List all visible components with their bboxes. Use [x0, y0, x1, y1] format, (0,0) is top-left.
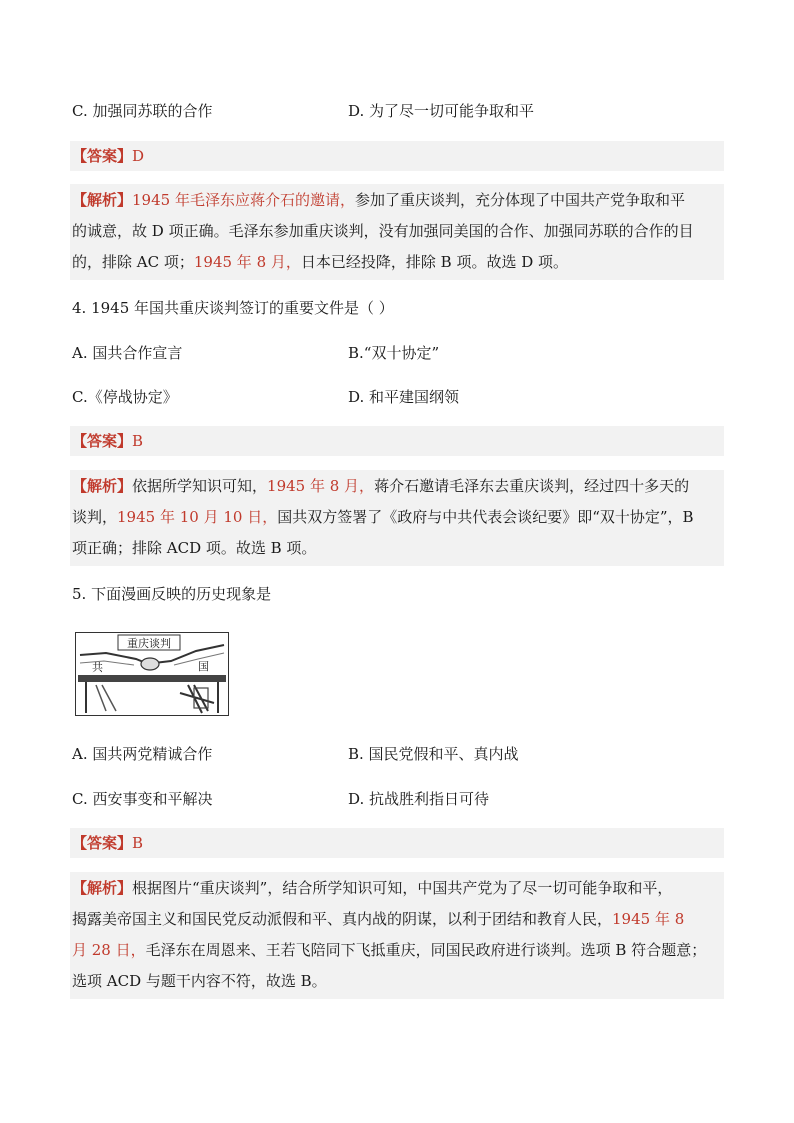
answer-tag: 【答案】 — [72, 147, 133, 165]
answer-value: D — [132, 147, 145, 165]
q4-explanation-box: 【解析】依据所学知识可知，1945 年 8 月，蒋介石邀请毛泽东去重庆谈判，经过四十多天的 谈判，1945 年 10 月 10 日，国共双方签署了《政府与中共代表会谈纪要》即“双十协定”，B 项正确；排除 ACD 项。故选 B 项。 — [70, 470, 724, 566]
hidden-weapon-left — [96, 685, 116, 711]
handshake — [141, 658, 159, 670]
answer-value: B — [132, 432, 144, 450]
q5-stem: 5. 下面漫画反映的历史现象是 — [72, 585, 272, 603]
q4-options-row-ab — [72, 340, 724, 366]
q4-option-b[interactable]: B.“双十协定” — [348, 344, 440, 362]
q4-option-c[interactable]: C.《停战协定》 — [72, 388, 178, 406]
explanation-tag: 【解析】 — [72, 879, 133, 897]
q5-explanation-box: 【解析】根据图片“重庆谈判”，结合所学知识可知，中国共产党为了尽一切可能争取和平， 揭露美帝国主义和国民党反动派假和平、真内战的阴谋，以利于团结和教育人民，1945 年 8 月 28 日，毛泽东在周恩来、王若飞陪同下飞抵重庆，同国民政府进行谈判。选项 B 符合题意； 选项 ACD 与题干内容不符，故选 B。 — [70, 872, 724, 999]
q4-option-d[interactable]: D. 和平建国纲领 — [348, 388, 460, 406]
q4-option-a[interactable]: A. 国共合作宣言 — [72, 344, 183, 362]
answer-tag: 【答案】 — [72, 834, 133, 852]
q3-option-c[interactable]: C. 加强同苏联的合作 — [72, 102, 213, 120]
q4-options-row-cd — [72, 384, 724, 410]
hidden-weapon-right — [180, 685, 214, 713]
q5-option-a[interactable]: A. 国共两党精诚合作 — [72, 745, 213, 763]
q5-answer-box — [70, 828, 724, 858]
left-arm — [80, 653, 146, 663]
answer-value: B — [132, 834, 144, 852]
answer-tag: 【答案】 — [72, 432, 133, 450]
q4-answer-box — [70, 426, 724, 456]
cartoon-title: 重庆谈判 — [127, 637, 171, 650]
q4-stem: 4. 1945 年国共重庆谈判签订的重要文件是（ ） — [72, 299, 394, 317]
cartoon-table-top — [78, 675, 226, 682]
cartoon-right-label: 国 — [198, 660, 209, 673]
cartoon-drawing — [76, 633, 228, 715]
explanation-tag: 【解析】 — [72, 191, 133, 209]
left-sleeve — [80, 661, 134, 665]
q3-options-row-cd — [72, 98, 724, 124]
q5-option-d[interactable]: D. 抗战胜利指日可待 — [348, 790, 490, 808]
explanation-tag: 【解析】 — [72, 477, 133, 495]
q5-cartoon-image — [75, 632, 229, 716]
q5-options-row-cd — [72, 786, 724, 812]
q3-answer-box — [70, 141, 724, 171]
q5-options-row-ab — [72, 741, 724, 767]
q5-option-b[interactable]: B. 国民党假和平、真内战 — [348, 745, 519, 763]
q5-option-c[interactable]: C. 西安事变和平解决 — [72, 790, 213, 808]
q3-option-d[interactable]: D. 为了尽一切可能争取和平 — [348, 102, 535, 120]
q3-explanation-box: 【解析】1945 年毛泽东应蒋介石的邀请，参加了重庆谈判，充分体现了中国共产党争取和平 的诚意，故 D 项正确。毛泽东参加重庆谈判，没有加强同美国的合作、加强同苏联的合作的目 的，排除 AC 项；1945 年 8 月，日本已经投降，排除 B 项。故选 D 项。 — [70, 184, 724, 280]
cartoon-left-label: 共 — [92, 661, 103, 674]
